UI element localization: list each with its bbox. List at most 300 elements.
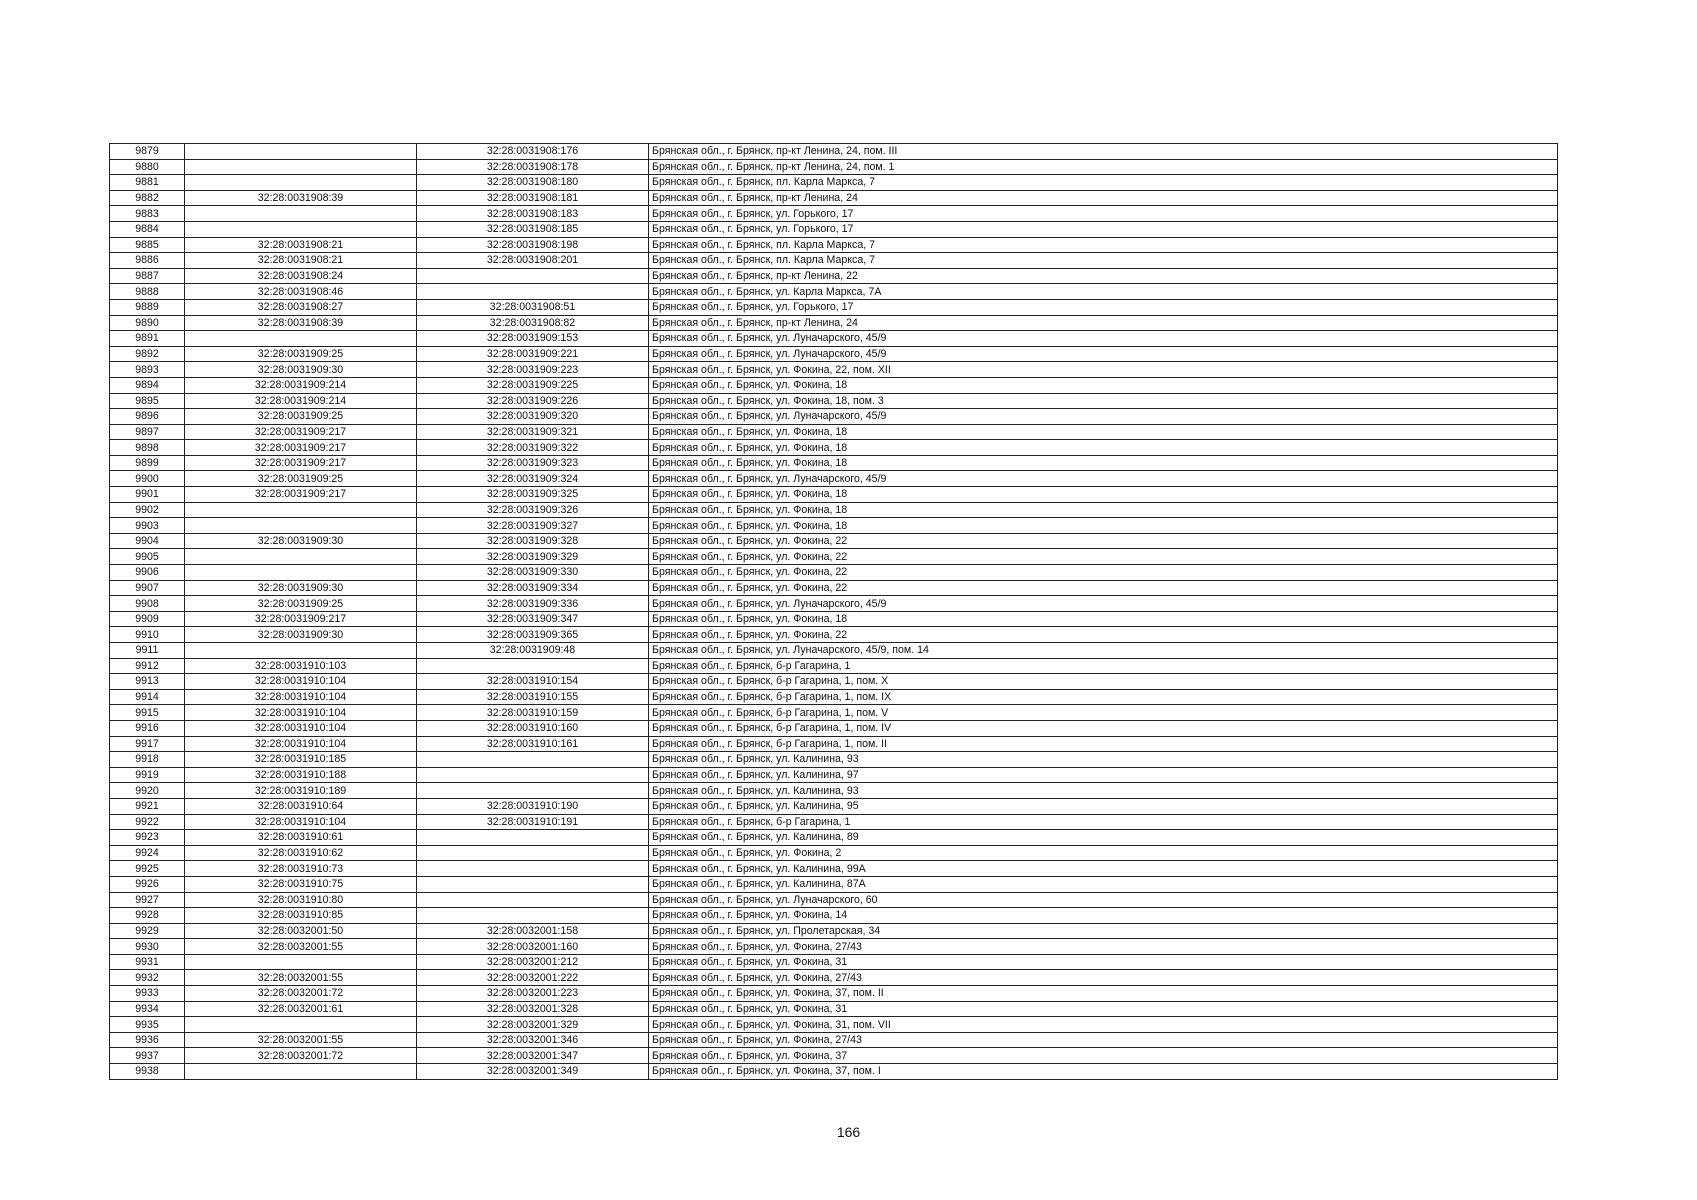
- address-cell: Брянская обл., г. Брянск, ул. Фокина, 27/43: [649, 1032, 1558, 1048]
- row-number-cell: 9913: [110, 674, 185, 690]
- row-number-cell: 9928: [110, 908, 185, 924]
- table-row: [110, 1048, 1558, 1064]
- row-number-cell: 9909: [110, 611, 185, 627]
- row-number-cell: 9882: [110, 190, 185, 206]
- table-row: [110, 845, 1558, 861]
- row-number-cell: 9938: [110, 1064, 185, 1080]
- address-cell: Брянская обл., г. Брянск, ул. Фокина, 22: [649, 549, 1558, 565]
- address-cell: Брянская обл., г. Брянск, ул. Калинина, 93: [649, 752, 1558, 768]
- address-cell: Брянская обл., г. Брянск, ул. Фокина, 31: [649, 1001, 1558, 1017]
- row-number-cell: 9911: [110, 643, 185, 659]
- land-cadastral-number-cell: 32:28:0032001:55: [185, 939, 417, 955]
- table-row: [110, 752, 1558, 768]
- address-cell: Брянская обл., г. Брянск, ул. Пролетарская, 34: [649, 923, 1558, 939]
- land-cadastral-number-cell: 32:28:0032001:61: [185, 1001, 417, 1017]
- object-cadastral-number-cell: 32:28:0032001:346: [417, 1032, 649, 1048]
- land-cadastral-number-cell: 32:28:0031910:188: [185, 767, 417, 783]
- object-cadastral-number-cell: 32:28:0031909:326: [417, 502, 649, 518]
- address-cell: Брянская обл., г. Брянск, пр-кт Ленина, 22: [649, 268, 1558, 284]
- address-cell: Брянская обл., г. Брянск, ул. Калинина, 93: [649, 783, 1558, 799]
- address-cell: Брянская обл., г. Брянск, ул. Фокина, 14: [649, 908, 1558, 924]
- object-cadastral-number-cell: 32:28:0031909:327: [417, 518, 649, 534]
- address-cell: Брянская обл., г. Брянск, ул. Фокина, 37, пом. I: [649, 1064, 1558, 1080]
- address-cell: Брянская обл., г. Брянск, пл. Карла Маркса, 7: [649, 237, 1558, 253]
- object-cadastral-number-cell: [417, 268, 649, 284]
- land-cadastral-number-cell: 32:28:0031908:46: [185, 284, 417, 300]
- address-cell: Брянская обл., г. Брянск, ул. Карла Маркса, 7А: [649, 284, 1558, 300]
- address-cell: Брянская обл., г. Брянск, пр-кт Ленина, 24, пом. III: [649, 144, 1558, 160]
- object-cadastral-number-cell: 32:28:0031909:324: [417, 471, 649, 487]
- land-cadastral-number-cell: 32:28:0031910:61: [185, 830, 417, 846]
- land-cadastral-number-cell: [185, 502, 417, 518]
- table-row: [110, 253, 1558, 269]
- row-number-cell: 9903: [110, 518, 185, 534]
- land-cadastral-number-cell: 32:28:0031910:103: [185, 658, 417, 674]
- land-cadastral-number-cell: 32:28:0032001:55: [185, 1032, 417, 1048]
- table-row: [110, 611, 1558, 627]
- address-cell: Брянская обл., г. Брянск, пр-кт Ленина, 24: [649, 315, 1558, 331]
- object-cadastral-number-cell: 32:28:0031909:153: [417, 331, 649, 347]
- table-row: [110, 954, 1558, 970]
- row-number-cell: 9890: [110, 315, 185, 331]
- table-row: [110, 424, 1558, 440]
- land-cadastral-number-cell: [185, 221, 417, 237]
- table-row: [110, 643, 1558, 659]
- land-cadastral-number-cell: 32:28:0031910:62: [185, 845, 417, 861]
- land-cadastral-number-cell: [185, 175, 417, 191]
- table-row: [110, 627, 1558, 643]
- address-cell: Брянская обл., г. Брянск, ул. Фокина, 37: [649, 1048, 1558, 1064]
- table-row: [110, 533, 1558, 549]
- table-row: [110, 1064, 1558, 1080]
- land-cadastral-number-cell: 32:28:0032001:72: [185, 986, 417, 1002]
- registry-table-body: [110, 144, 1558, 1080]
- table-row: [110, 814, 1558, 830]
- table-row: [110, 658, 1558, 674]
- row-number-cell: 9927: [110, 892, 185, 908]
- address-cell: Брянская обл., г. Брянск, б-р Гагарина, 1: [649, 658, 1558, 674]
- address-cell: Брянская обл., г. Брянск, б-р Гагарина, 1, пом. IV: [649, 720, 1558, 736]
- table-row: [110, 549, 1558, 565]
- land-cadastral-number-cell: 32:28:0031909:25: [185, 409, 417, 425]
- land-cadastral-number-cell: 32:28:0031908:21: [185, 253, 417, 269]
- row-number-cell: 9936: [110, 1032, 185, 1048]
- row-number-cell: 9888: [110, 284, 185, 300]
- table-row: [110, 331, 1558, 347]
- registry-table: [109, 143, 1558, 1080]
- row-number-cell: 9883: [110, 206, 185, 222]
- row-number-cell: 9934: [110, 1001, 185, 1017]
- address-cell: Брянская обл., г. Брянск, ул. Фокина, 27/43: [649, 939, 1558, 955]
- object-cadastral-number-cell: 32:28:0031910:154: [417, 674, 649, 690]
- object-cadastral-number-cell: [417, 658, 649, 674]
- row-number-cell: 9881: [110, 175, 185, 191]
- land-cadastral-number-cell: 32:28:0031909:25: [185, 596, 417, 612]
- table-row: [110, 674, 1558, 690]
- object-cadastral-number-cell: 32:28:0031909:365: [417, 627, 649, 643]
- land-cadastral-number-cell: 32:28:0031910:104: [185, 689, 417, 705]
- land-cadastral-number-cell: 32:28:0031908:24: [185, 268, 417, 284]
- land-cadastral-number-cell: 32:28:0031910:75: [185, 876, 417, 892]
- row-number-cell: 9893: [110, 362, 185, 378]
- object-cadastral-number-cell: 32:28:0031909:334: [417, 580, 649, 596]
- address-cell: Брянская обл., г. Брянск, ул. Луначарского, 60: [649, 892, 1558, 908]
- address-cell: Брянская обл., г. Брянск, ул. Фокина, 31: [649, 954, 1558, 970]
- table-row: [110, 268, 1558, 284]
- row-number-cell: 9912: [110, 658, 185, 674]
- row-number-cell: 9889: [110, 299, 185, 315]
- address-cell: Брянская обл., г. Брянск, б-р Гагарина, 1, пом. II: [649, 736, 1558, 752]
- table-row: [110, 299, 1558, 315]
- table-row: [110, 440, 1558, 456]
- object-cadastral-number-cell: 32:28:0031909:330: [417, 565, 649, 581]
- land-cadastral-number-cell: 32:28:0031909:30: [185, 627, 417, 643]
- table-row: [110, 362, 1558, 378]
- address-cell: Брянская обл., г. Брянск, ул. Луначарского, 45/9: [649, 331, 1558, 347]
- object-cadastral-number-cell: [417, 908, 649, 924]
- address-cell: Брянская обл., г. Брянск, ул. Горького, 17: [649, 206, 1558, 222]
- land-cadastral-number-cell: 32:28:0031909:30: [185, 533, 417, 549]
- address-cell: Брянская обл., г. Брянск, ул. Фокина, 18: [649, 424, 1558, 440]
- address-cell: Брянская обл., г. Брянск, ул. Калинина, 87А: [649, 876, 1558, 892]
- address-cell: Брянская обл., г. Брянск, б-р Гагарина, 1, пом. V: [649, 705, 1558, 721]
- object-cadastral-number-cell: 32:28:0032001:223: [417, 986, 649, 1002]
- row-number-cell: 9916: [110, 720, 185, 736]
- table-row: [110, 190, 1558, 206]
- table-row: [110, 144, 1558, 160]
- object-cadastral-number-cell: 32:28:0031910:161: [417, 736, 649, 752]
- row-number-cell: 9918: [110, 752, 185, 768]
- object-cadastral-number-cell: 32:28:0031909:321: [417, 424, 649, 440]
- row-number-cell: 9922: [110, 814, 185, 830]
- land-cadastral-number-cell: 32:28:0031909:30: [185, 580, 417, 596]
- address-cell: Брянская обл., г. Брянск, ул. Луначарского, 45/9, пом. 14: [649, 643, 1558, 659]
- table-row: [110, 471, 1558, 487]
- object-cadastral-number-cell: 32:28:0031909:225: [417, 377, 649, 393]
- address-cell: Брянская обл., г. Брянск, ул. Горького, 17: [649, 221, 1558, 237]
- land-cadastral-number-cell: 32:28:0031909:217: [185, 440, 417, 456]
- address-cell: Брянская обл., г. Брянск, ул. Фокина, 18, пом. 3: [649, 393, 1558, 409]
- land-cadastral-number-cell: 32:28:0031909:217: [185, 424, 417, 440]
- object-cadastral-number-cell: 32:28:0031908:201: [417, 253, 649, 269]
- address-cell: Брянская обл., г. Брянск, ул. Калинина, 95: [649, 798, 1558, 814]
- row-number-cell: 9915: [110, 705, 185, 721]
- row-number-cell: 9884: [110, 221, 185, 237]
- object-cadastral-number-cell: 32:28:0032001:212: [417, 954, 649, 970]
- table-row: [110, 689, 1558, 705]
- table-row: [110, 596, 1558, 612]
- object-cadastral-number-cell: 32:28:0032001:160: [417, 939, 649, 955]
- land-cadastral-number-cell: 32:28:0031910:104: [185, 736, 417, 752]
- row-number-cell: 9923: [110, 830, 185, 846]
- address-cell: Брянская обл., г. Брянск, ул. Калинина, 97: [649, 767, 1558, 783]
- address-cell: Брянская обл., г. Брянск, ул. Фокина, 18: [649, 455, 1558, 471]
- land-cadastral-number-cell: 32:28:0031910:189: [185, 783, 417, 799]
- land-cadastral-number-cell: 32:28:0031910:80: [185, 892, 417, 908]
- table-row: [110, 315, 1558, 331]
- address-cell: Брянская обл., г. Брянск, ул. Фокина, 18: [649, 487, 1558, 503]
- row-number-cell: 9921: [110, 798, 185, 814]
- object-cadastral-number-cell: 32:28:0031909:223: [417, 362, 649, 378]
- row-number-cell: 9902: [110, 502, 185, 518]
- table-row: [110, 221, 1558, 237]
- address-cell: Брянская обл., г. Брянск, пр-кт Ленина, 24, пом. 1: [649, 159, 1558, 175]
- row-number-cell: 9887: [110, 268, 185, 284]
- table-row: [110, 1001, 1558, 1017]
- row-number-cell: 9880: [110, 159, 185, 175]
- land-cadastral-number-cell: [185, 954, 417, 970]
- address-cell: Брянская обл., г. Брянск, б-р Гагарина, 1, пом. IX: [649, 689, 1558, 705]
- address-cell: Брянская обл., г. Брянск, б-р Гагарина, 1, пом. X: [649, 674, 1558, 690]
- address-cell: Брянская обл., г. Брянск, ул. Фокина, 22: [649, 565, 1558, 581]
- table-row: [110, 502, 1558, 518]
- row-number-cell: 9926: [110, 876, 185, 892]
- object-cadastral-number-cell: 32:28:0031909:328: [417, 533, 649, 549]
- object-cadastral-number-cell: 32:28:0031909:323: [417, 455, 649, 471]
- row-number-cell: 9898: [110, 440, 185, 456]
- row-number-cell: 9897: [110, 424, 185, 440]
- table-row: [110, 1017, 1558, 1033]
- address-cell: Брянская обл., г. Брянск, б-р Гагарина, 1: [649, 814, 1558, 830]
- row-number-cell: 9891: [110, 331, 185, 347]
- object-cadastral-number-cell: 32:28:0031910:159: [417, 705, 649, 721]
- object-cadastral-number-cell: 32:28:0031909:336: [417, 596, 649, 612]
- object-cadastral-number-cell: 32:28:0031910:155: [417, 689, 649, 705]
- row-number-cell: 9932: [110, 970, 185, 986]
- land-cadastral-number-cell: 32:28:0031910:185: [185, 752, 417, 768]
- row-number-cell: 9905: [110, 549, 185, 565]
- row-number-cell: 9910: [110, 627, 185, 643]
- table-row: [110, 830, 1558, 846]
- address-cell: Брянская обл., г. Брянск, ул. Фокина, 22: [649, 627, 1558, 643]
- object-cadastral-number-cell: 32:28:0031908:176: [417, 144, 649, 160]
- land-cadastral-number-cell: 32:28:0031909:214: [185, 393, 417, 409]
- table-row: [110, 237, 1558, 253]
- row-number-cell: 9886: [110, 253, 185, 269]
- land-cadastral-number-cell: 32:28:0031910:104: [185, 705, 417, 721]
- table-row: [110, 939, 1558, 955]
- table-row: [110, 736, 1558, 752]
- table-row: [110, 393, 1558, 409]
- object-cadastral-number-cell: [417, 284, 649, 300]
- land-cadastral-number-cell: 32:28:0032001:72: [185, 1048, 417, 1064]
- object-cadastral-number-cell: 32:28:0031909:347: [417, 611, 649, 627]
- land-cadastral-number-cell: 32:28:0031910:64: [185, 798, 417, 814]
- row-number-cell: 9892: [110, 346, 185, 362]
- address-cell: Брянская обл., г. Брянск, ул. Фокина, 22: [649, 533, 1558, 549]
- address-cell: Брянская обл., г. Брянск, пл. Карла Маркса, 7: [649, 253, 1558, 269]
- land-cadastral-number-cell: 32:28:0031910:104: [185, 674, 417, 690]
- land-cadastral-number-cell: [185, 643, 417, 659]
- address-cell: Брянская обл., г. Брянск, ул. Фокина, 18: [649, 518, 1558, 534]
- row-number-cell: 9879: [110, 144, 185, 160]
- land-cadastral-number-cell: 32:28:0031908:27: [185, 299, 417, 315]
- address-cell: Брянская обл., г. Брянск, ул. Фокина, 18: [649, 440, 1558, 456]
- land-cadastral-number-cell: [185, 159, 417, 175]
- table-row: [110, 377, 1558, 393]
- table-row: [110, 861, 1558, 877]
- object-cadastral-number-cell: 32:28:0031909:329: [417, 549, 649, 565]
- object-cadastral-number-cell: 32:28:0031908:183: [417, 206, 649, 222]
- row-number-cell: 9894: [110, 377, 185, 393]
- address-cell: Брянская обл., г. Брянск, ул. Луначарского, 45/9: [649, 346, 1558, 362]
- object-cadastral-number-cell: [417, 767, 649, 783]
- land-cadastral-number-cell: [185, 1064, 417, 1080]
- address-cell: Брянская обл., г. Брянск, ул. Фокина, 18: [649, 502, 1558, 518]
- address-cell: Брянская обл., г. Брянск, ул. Фокина, 2: [649, 845, 1558, 861]
- address-cell: Брянская обл., г. Брянск, пр-кт Ленина, 24: [649, 190, 1558, 206]
- table-row: [110, 783, 1558, 799]
- row-number-cell: 9908: [110, 596, 185, 612]
- object-cadastral-number-cell: 32:28:0032001:349: [417, 1064, 649, 1080]
- row-number-cell: 9925: [110, 861, 185, 877]
- table-row: [110, 175, 1558, 191]
- land-cadastral-number-cell: [185, 144, 417, 160]
- table-row: [110, 705, 1558, 721]
- row-number-cell: 9933: [110, 986, 185, 1002]
- address-cell: Брянская обл., г. Брянск, ул. Луначарского, 45/9: [649, 471, 1558, 487]
- table-row: [110, 876, 1558, 892]
- row-number-cell: 9906: [110, 565, 185, 581]
- table-row: [110, 720, 1558, 736]
- table-row: [110, 798, 1558, 814]
- land-cadastral-number-cell: 32:28:0031909:217: [185, 487, 417, 503]
- land-cadastral-number-cell: [185, 206, 417, 222]
- table-row: [110, 565, 1558, 581]
- address-cell: Брянская обл., г. Брянск, ул. Калинина, 89: [649, 830, 1558, 846]
- object-cadastral-number-cell: 32:28:0031909:322: [417, 440, 649, 456]
- object-cadastral-number-cell: 32:28:0031909:320: [417, 409, 649, 425]
- row-number-cell: 9917: [110, 736, 185, 752]
- table-row: [110, 284, 1558, 300]
- land-cadastral-number-cell: 32:28:0031908:39: [185, 315, 417, 331]
- row-number-cell: 9904: [110, 533, 185, 549]
- address-cell: Брянская обл., г. Брянск, ул. Калинина, 99А: [649, 861, 1558, 877]
- land-cadastral-number-cell: 32:28:0031910:73: [185, 861, 417, 877]
- row-number-cell: 9900: [110, 471, 185, 487]
- table-row: [110, 892, 1558, 908]
- address-cell: Брянская обл., г. Брянск, ул. Фокина, 18: [649, 611, 1558, 627]
- table-row: [110, 455, 1558, 471]
- object-cadastral-number-cell: 32:28:0031909:221: [417, 346, 649, 362]
- object-cadastral-number-cell: 32:28:0032001:158: [417, 923, 649, 939]
- row-number-cell: 9896: [110, 409, 185, 425]
- object-cadastral-number-cell: 32:28:0031908:178: [417, 159, 649, 175]
- page-number: 166: [836, 1124, 861, 1140]
- table-row: [110, 580, 1558, 596]
- table-row: [110, 206, 1558, 222]
- row-number-cell: 9901: [110, 487, 185, 503]
- object-cadastral-number-cell: 32:28:0031908:185: [417, 221, 649, 237]
- table-row: [110, 986, 1558, 1002]
- land-cadastral-number-cell: 32:28:0032001:50: [185, 923, 417, 939]
- land-cadastral-number-cell: [185, 1017, 417, 1033]
- object-cadastral-number-cell: 32:28:0032001:347: [417, 1048, 649, 1064]
- object-cadastral-number-cell: 32:28:0032001:329: [417, 1017, 649, 1033]
- table-row: [110, 518, 1558, 534]
- land-cadastral-number-cell: 32:28:0032001:55: [185, 970, 417, 986]
- land-cadastral-number-cell: [185, 518, 417, 534]
- object-cadastral-number-cell: [417, 783, 649, 799]
- object-cadastral-number-cell: 32:28:0031908:181: [417, 190, 649, 206]
- row-number-cell: 9937: [110, 1048, 185, 1064]
- land-cadastral-number-cell: 32:28:0031908:39: [185, 190, 417, 206]
- land-cadastral-number-cell: 32:28:0031910:104: [185, 814, 417, 830]
- row-number-cell: 9885: [110, 237, 185, 253]
- address-cell: Брянская обл., г. Брянск, ул. Фокина, 22, пом. XII: [649, 362, 1558, 378]
- land-cadastral-number-cell: 32:28:0031909:25: [185, 471, 417, 487]
- table-row: [110, 767, 1558, 783]
- table-row: [110, 923, 1558, 939]
- row-number-cell: 9907: [110, 580, 185, 596]
- object-cadastral-number-cell: [417, 861, 649, 877]
- land-cadastral-number-cell: 32:28:0031910:104: [185, 720, 417, 736]
- address-cell: Брянская обл., г. Брянск, ул. Фокина, 31, пом. VII: [649, 1017, 1558, 1033]
- object-cadastral-number-cell: 32:28:0031908:82: [417, 315, 649, 331]
- land-cadastral-number-cell: 32:28:0031908:21: [185, 237, 417, 253]
- land-cadastral-number-cell: [185, 565, 417, 581]
- address-cell: Брянская обл., г. Брянск, ул. Фокина, 37, пом. II: [649, 986, 1558, 1002]
- land-cadastral-number-cell: 32:28:0031909:217: [185, 611, 417, 627]
- row-number-cell: 9930: [110, 939, 185, 955]
- object-cadastral-number-cell: 32:28:0032001:222: [417, 970, 649, 986]
- address-cell: Брянская обл., г. Брянск, ул. Луначарского, 45/9: [649, 596, 1558, 612]
- object-cadastral-number-cell: 32:28:0031908:198: [417, 237, 649, 253]
- address-cell: Брянская обл., г. Брянск, ул. Фокина, 27/43: [649, 970, 1558, 986]
- object-cadastral-number-cell: 32:28:0031910:191: [417, 814, 649, 830]
- address-cell: Брянская обл., г. Брянск, ул. Фокина, 18: [649, 377, 1558, 393]
- table-row: [110, 346, 1558, 362]
- row-number-cell: 9895: [110, 393, 185, 409]
- object-cadastral-number-cell: 32:28:0031909:226: [417, 393, 649, 409]
- object-cadastral-number-cell: 32:28:0031910:190: [417, 798, 649, 814]
- row-number-cell: 9899: [110, 455, 185, 471]
- table-row: [110, 409, 1558, 425]
- object-cadastral-number-cell: 32:28:0031910:160: [417, 720, 649, 736]
- table-row: [110, 1032, 1558, 1048]
- object-cadastral-number-cell: 32:28:0032001:328: [417, 1001, 649, 1017]
- land-cadastral-number-cell: 32:28:0031909:217: [185, 455, 417, 471]
- object-cadastral-number-cell: [417, 845, 649, 861]
- row-number-cell: 9920: [110, 783, 185, 799]
- row-number-cell: 9924: [110, 845, 185, 861]
- row-number-cell: 9935: [110, 1017, 185, 1033]
- object-cadastral-number-cell: [417, 830, 649, 846]
- table-row: [110, 970, 1558, 986]
- object-cadastral-number-cell: 32:28:0031908:51: [417, 299, 649, 315]
- row-number-cell: 9914: [110, 689, 185, 705]
- object-cadastral-number-cell: 32:28:0031909:48: [417, 643, 649, 659]
- object-cadastral-number-cell: 32:28:0031909:325: [417, 487, 649, 503]
- row-number-cell: 9929: [110, 923, 185, 939]
- object-cadastral-number-cell: [417, 752, 649, 768]
- object-cadastral-number-cell: [417, 876, 649, 892]
- row-number-cell: 9919: [110, 767, 185, 783]
- land-cadastral-number-cell: [185, 549, 417, 565]
- address-cell: Брянская обл., г. Брянск, пл. Карла Маркса, 7: [649, 175, 1558, 191]
- address-cell: Брянская обл., г. Брянск, ул. Луначарского, 45/9: [649, 409, 1558, 425]
- land-cadastral-number-cell: 32:28:0031909:30: [185, 362, 417, 378]
- address-cell: Брянская обл., г. Брянск, ул. Фокина, 22: [649, 580, 1558, 596]
- object-cadastral-number-cell: 32:28:0031908:180: [417, 175, 649, 191]
- table-row: [110, 159, 1558, 175]
- row-number-cell: 9931: [110, 954, 185, 970]
- table-row: [110, 908, 1558, 924]
- land-cadastral-number-cell: [185, 331, 417, 347]
- land-cadastral-number-cell: 32:28:0031909:25: [185, 346, 417, 362]
- land-cadastral-number-cell: 32:28:0031910:85: [185, 908, 417, 924]
- object-cadastral-number-cell: [417, 892, 649, 908]
